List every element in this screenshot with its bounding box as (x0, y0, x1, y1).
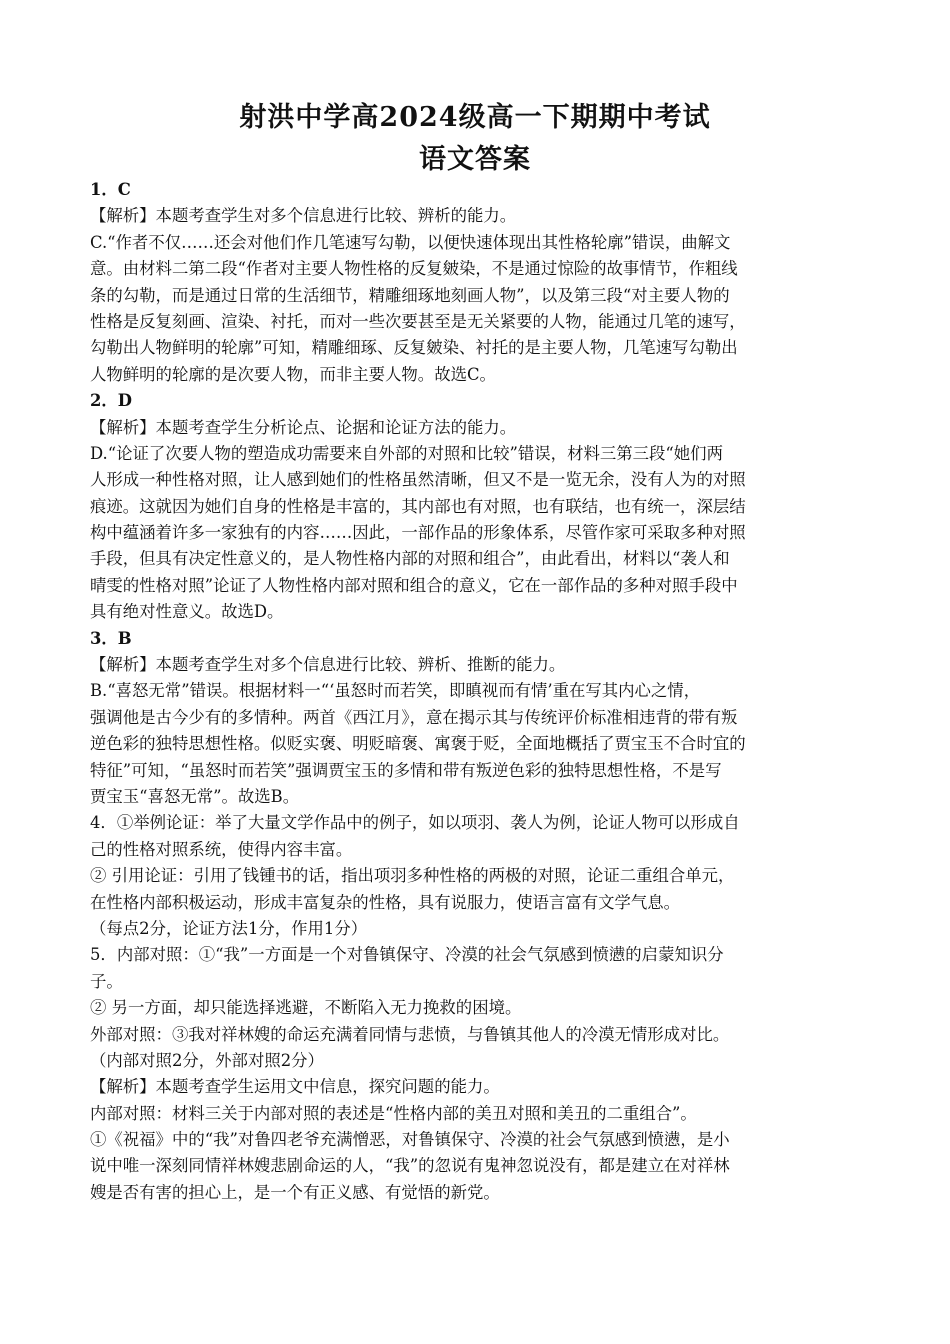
text-line: 说中唯一深刻同情祥林嫂悲剧命运的人，“我”的忽说有鬼神忽说没有，都是建立在对祥林 (90, 1156, 730, 1176)
analysis-label-line: 【解析】本题考查学生对多个信息进行比较、辨析、推断的能力。 (90, 655, 566, 675)
text-line: 己的性格对照系统，使得内容丰富。 (90, 839, 353, 859)
text-line: 人物鲜明的轮廓的是次要人物，而非主要人物。故选C。 (90, 364, 496, 384)
text-line: 条的勾勒，而是通过日常的生活细节，精雕细琢地刻画人物”，以及第三段“对主要人物的 (90, 285, 730, 305)
text-line: B.“喜怒无常”错误。根据材料一“‘虽怒时而若笑，即瞋视而有情’重在写其内心之情， (90, 681, 701, 701)
text-line: 内部对照：材料三关于内部对照的表述是“性格内部的美丑对照和美丑的二重组合”。 (90, 1103, 697, 1123)
analysis-label-line: 【解析】本题考查学生对多个信息进行比较、辨析的能力。 (90, 206, 517, 226)
text-line: 痕迹。这就因为她们自身的性格是丰富的，其内部也有对照，也有联结，也有统一，深层结 (90, 496, 746, 516)
answer-body (90, 177, 862, 1206)
analysis-label-line: 【解析】本题考查学生分析论点、论据和论证方法的能力。 (90, 417, 517, 437)
text-line: 逆色彩的独特思想性格。似贬实褒、明贬暗褒、寓褒于贬，全面地概括了贾宝玉不合时宜的 (90, 734, 746, 754)
text-line: ①《祝福》中的“我”对鲁四老爷充满憎恶，对鲁镇保守、冷漠的社会气氛感到愤懑，是小 (90, 1130, 730, 1150)
text-line: 外部对照：③我对祥林嫂的命运充满着同情与悲愤，与鲁镇其他人的冷漠无情形成对比。 (90, 1024, 730, 1044)
text-line: 勾勒出人物鲜明的轮廓”可知，精雕细琢、反复皴染、衬托的是主要人物，几笔速写勾勒出 (90, 338, 738, 358)
text-line: 子。 (90, 971, 123, 991)
text-line: 人形成一种性格对照，让人感到她们的性格虽然清晰，但又不是一览无余，没有人为的对照 (90, 470, 746, 490)
text-line: 在性格内部积极运动，形成丰富复杂的性格，具有说服力，使语言富有文学气息。 (90, 892, 681, 912)
question-number: 1．C (90, 180, 131, 199)
text-line: 性格是反复刻画、渲染、衬托，而对一些次要甚至是无关紧要的人物，能通过几笔的速写， (90, 311, 746, 331)
question-number: 3．B (90, 628, 132, 648)
text-line: 手段，但具有决定性意义的，是人物性格内部的对照和组合”，由此看出，材料以“袭人和 (90, 549, 730, 569)
text-line: C.“作者不仅……还会对他们作几笔速写勾勒，以便快速体现出其性格轮廓”错误，曲解文 (90, 232, 731, 252)
scoring-note: （每点2分，论证方法1分，作用1分） (90, 918, 368, 938)
analysis-label-line: 【解析】本题考查学生运用文中信息，探究问题的能力。 (90, 1077, 500, 1097)
question-5-line: 5．内部对照：①“我”一方面是一个对鲁镇保守、冷漠的社会气氛感到愤懑的启蒙知识分 (90, 945, 724, 965)
text-line: 构中蕴涵着许多一家独有的内容……因此，一部作品的形象体系，尽管作家可采取多种对照 (90, 523, 746, 543)
text-line: 特征”可知，“虽怒时而若笑”强调贾宝玉的多情和带有叛逆色彩的独特思想性格，不是写 (90, 760, 722, 780)
page-title: 射洪中学高2024级高一下期期中考试 (239, 102, 711, 133)
text-line: 强调他是古今少有的多情种。两首《西江月》，意在揭示其与传统评价标准相违背的带有叛 (90, 707, 738, 727)
scoring-note: （内部对照2分，外部对照2分） (90, 1050, 324, 1070)
question-number: 2．D (90, 391, 133, 411)
question-4-line: 4．①举例论证：举了大量文学作品中的例子，如以项羽、袭人为例，论证人物可以形成自 (90, 813, 740, 833)
text-line: ② 另一方面，却只能选择逃避，不断陷入无力挽救的困境。 (90, 998, 522, 1018)
text-line: D.“论证了次要人物的塑造成功需要来自外部的对照和比较”错误，材料三第三段“她们两 (90, 443, 723, 463)
text-line: 意。由材料二第二段“作者对主要人物性格的反复皴染，不是通过惊险的故事情节，作粗线 (90, 259, 738, 279)
text-line: ② 引用论证：引用了钱锺书的话，指出项羽多种性格的两极的对照，论证二重组合单元， (90, 866, 735, 886)
text-line: 嫂是否有害的担心上，是一个有正义感、有觉悟的新党。 (90, 1182, 500, 1202)
page-subtitle: 语文答案 (419, 144, 531, 175)
text-line: 具有绝对性意义。故选D。 (90, 602, 284, 622)
text-line: 贾宝玉“喜怒无常”。故选B。 (90, 786, 300, 806)
text-line: 晴雯的性格对照”论证了人物性格内部对照和组合的意义，它在一部作品的多种对照手段中 (90, 575, 738, 595)
